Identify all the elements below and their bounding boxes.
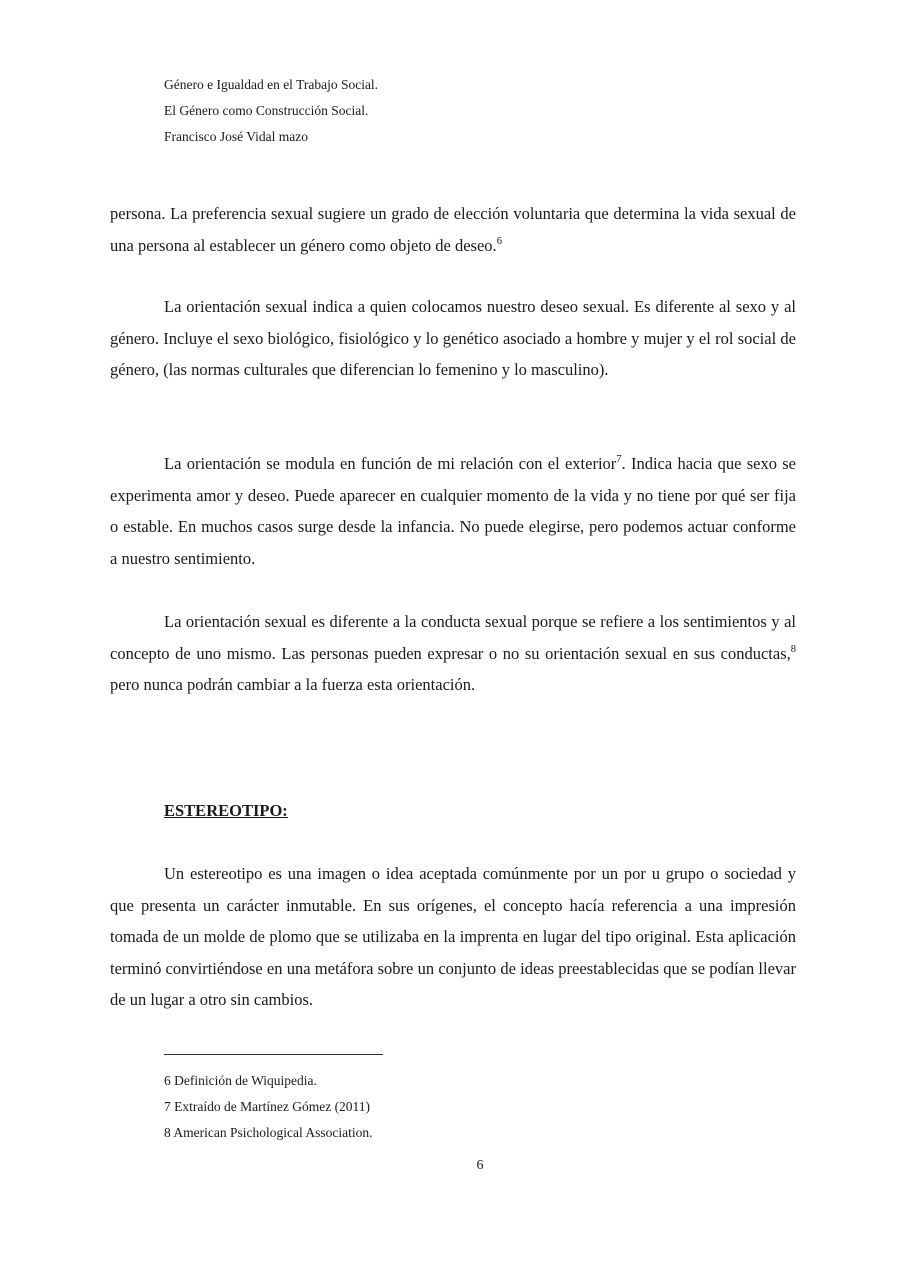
paragraph-text: pero nunca podrán cambiar a la fuerza esta orientación.	[110, 675, 476, 694]
paragraph-orientation-vs-conduct	[110, 606, 796, 701]
footnote-6: 6 Definición de Wiquipedia.	[164, 1073, 317, 1088]
paragraph-stereotype-definition	[110, 858, 796, 1016]
footnote-7: 7 Extraído de Martínez Gómez (2011)	[164, 1099, 371, 1114]
paragraph-text: Un estereotipo es una imagen o idea aceptada comúnmente por un por u grupo o sociedad y que presenta un carácter inmutable. En sus orígenes, el concepto hacía referencia a una impresión tomada de un molde de plomo que se utilizaba en la imprenta en lugar del tipo original. Esta aplicación terminó convirtiéndose en una metáfora sobre un conjunto de ideas preestablecidas que se podían llevar de un lugar a otro sin cambios.	[110, 864, 796, 1009]
paragraph-text: . Indica hacia que sexo se experimenta amor y deseo. Puede aparecer en cualquier momento de la vida y no tiene por qué ser fija o estable. En muchos casos surge desde la infancia. No puede elegirse, pero podemos actuar conforme a nuestro sentimiento.	[110, 454, 796, 568]
paragraph-orientation-modulation	[110, 448, 796, 574]
footnotes	[164, 1068, 372, 1146]
running-header	[164, 72, 378, 150]
footnote-8: 8 American Psichological Association.	[164, 1125, 373, 1140]
footnote-reference-8[interactable]: 8	[790, 643, 796, 655]
paragraph-text: La orientación se modula en función de mi relación con el exterior	[164, 454, 617, 473]
paragraph-sexual-preference	[110, 198, 796, 261]
paragraph-text: La orientación sexual indica a quien colocamos nuestro deseo sexual. Es diferente al sexo y al género. Incluye el sexo biológico, fisiológico y lo genético asociado a hombre y mujer y el rol social de género, (las normas culturales que diferencian lo femenino y lo masculino).	[110, 297, 796, 379]
paragraph-text: La orientación sexual es diferente a la conducta sexual porque se refiere a los sentimientos y al concepto de uno mismo. Las personas pueden expresar o no su orientación sexual en sus conductas,	[110, 612, 796, 663]
section-heading-stereotype: ESTEREOTIPO:	[164, 801, 288, 820]
page-number: 6	[476, 1158, 484, 1173]
paragraph-sexual-orientation	[110, 291, 796, 386]
header-subject-title: El Género como Construcción Social.	[164, 103, 369, 118]
header-author: Francisco José Vidal mazo	[164, 129, 309, 144]
footnote-reference-6[interactable]: 6	[496, 235, 502, 247]
header-course-title: Género e Igualdad en el Trabajo Social.	[164, 77, 379, 92]
footnote-reference-7[interactable]: 7	[616, 454, 622, 465]
paragraph-text: persona. La preferencia sexual sugiere un grado de elección voluntaria que determina la vida sexual de una persona al establecer un género como objeto de deseo.	[110, 204, 796, 255]
footnote-separator	[164, 1054, 383, 1055]
